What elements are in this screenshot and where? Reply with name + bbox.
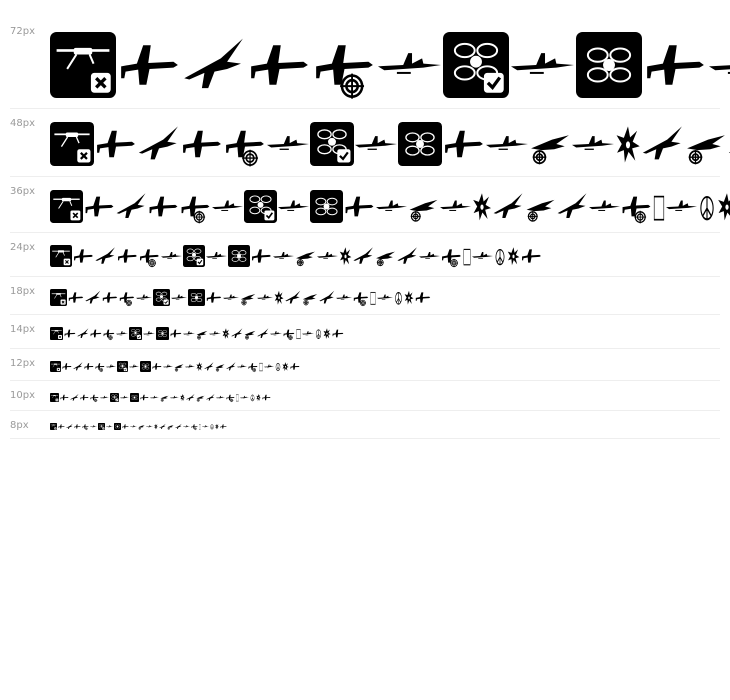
size-label: 48px <box>10 118 35 129</box>
global-hawk-icon <box>143 327 155 340</box>
reaper-drone-icon <box>344 190 375 223</box>
predator-drone-icon <box>183 32 246 98</box>
global-hawk-icon <box>237 361 247 372</box>
explosion-icon <box>507 245 520 267</box>
predator-drone-icon <box>285 289 301 306</box>
missing-glyph-icon <box>463 245 471 267</box>
missing-glyph-icon <box>370 289 376 306</box>
explosion-icon <box>615 122 641 166</box>
global-hawk-icon <box>212 190 243 223</box>
global-hawk-icon <box>106 361 116 372</box>
drone-target-icon <box>685 122 727 166</box>
quadcopter-icon <box>576 32 642 98</box>
global-hawk-icon <box>317 245 338 267</box>
reaper-target-icon <box>119 289 135 306</box>
glyph-strip <box>50 22 730 108</box>
size-row-24px <box>10 236 720 277</box>
size-row-14px <box>10 318 720 349</box>
global-hawk-icon <box>589 190 620 223</box>
size-label: 18px <box>10 286 35 297</box>
size-row-8px <box>10 414 720 439</box>
peace-icon <box>315 327 322 340</box>
global-hawk-icon <box>273 245 294 267</box>
predator-drone-icon <box>116 190 147 223</box>
explosion-icon <box>323 327 331 340</box>
reaper-drone-icon <box>68 289 84 306</box>
drone-target-icon <box>408 190 439 223</box>
quadcopter-x-icon <box>50 245 72 267</box>
quadcopter-icon <box>114 423 121 430</box>
global-hawk-icon <box>163 361 173 372</box>
missing-glyph-icon <box>259 361 263 372</box>
reaper-drone-icon <box>60 393 69 402</box>
missing-glyph-icon <box>236 393 239 402</box>
glyph-strip <box>50 414 730 438</box>
drone-target-icon <box>295 245 316 267</box>
drone-target-icon <box>240 289 256 306</box>
reaper-drone-icon <box>64 327 76 340</box>
quadcopter-icon <box>398 122 442 166</box>
drone-target-icon <box>138 423 145 430</box>
explosion-icon <box>222 327 230 340</box>
reaper-drone-icon <box>521 245 542 267</box>
drone-target-icon <box>167 423 174 430</box>
predator-drone-icon <box>557 190 588 223</box>
global-hawk-icon <box>100 393 109 402</box>
peace-icon <box>698 190 716 223</box>
glyph-strip <box>50 112 730 176</box>
quadcopter-check-icon <box>244 190 277 223</box>
size-row-18px <box>10 280 720 315</box>
size-label: 12px <box>10 358 35 369</box>
global-hawk-icon <box>170 393 179 402</box>
peace-icon <box>394 289 403 306</box>
global-hawk-icon <box>264 361 274 372</box>
size-label: 10px <box>10 390 35 401</box>
explosion-icon <box>196 361 203 372</box>
size-row-48px <box>10 112 720 177</box>
reaper-drone-icon <box>95 122 137 166</box>
reaper-drone-icon <box>58 423 65 430</box>
reaper-drone-icon <box>443 122 485 166</box>
global-hawk-icon <box>240 393 249 402</box>
global-hawk-icon <box>336 289 352 306</box>
global-hawk-icon <box>150 393 159 402</box>
quadcopter-x-icon <box>50 327 63 340</box>
predator-drone-icon <box>257 327 269 340</box>
global-hawk-icon <box>129 361 139 372</box>
quadcopter-check-icon <box>98 423 105 430</box>
size-row-12px <box>10 352 720 381</box>
reaper-target-icon <box>82 423 89 430</box>
global-hawk-icon <box>666 190 697 223</box>
reaper-drone-icon <box>118 32 181 98</box>
quadcopter-x-icon <box>50 393 59 402</box>
quadcopter-x-icon <box>50 423 57 430</box>
glyph-strip <box>50 236 730 276</box>
drone-target-icon <box>525 190 556 223</box>
quadcopter-icon <box>140 361 151 372</box>
size-row-36px <box>10 180 720 233</box>
global-hawk-icon <box>146 423 153 430</box>
quadcopter-icon <box>156 327 169 340</box>
quadcopter-check-icon <box>129 327 142 340</box>
reaper-target-icon <box>441 245 462 267</box>
quadcopter-x-icon <box>50 122 94 166</box>
quadcopter-check-icon <box>183 245 205 267</box>
explosion-icon <box>717 190 730 223</box>
drone-target-icon <box>529 122 571 166</box>
quadcopter-x-icon <box>50 190 83 223</box>
reaper-target-icon <box>621 190 652 223</box>
reaper-target-icon <box>139 245 160 267</box>
size-row-10px <box>10 384 720 411</box>
global-hawk-icon <box>572 122 614 166</box>
predator-drone-icon <box>226 361 236 372</box>
reaper-drone-icon <box>117 245 138 267</box>
reaper-drone-icon <box>206 289 222 306</box>
reaper-target-icon <box>283 327 295 340</box>
reaper-drone-icon <box>644 32 707 98</box>
global-hawk-icon <box>209 327 221 340</box>
predator-drone-icon <box>95 245 116 267</box>
quadcopter-x-icon <box>50 289 67 306</box>
predator-drone-icon <box>204 361 214 372</box>
reaper-drone-icon <box>148 190 179 223</box>
peace-icon <box>275 361 281 372</box>
quadcopter-icon <box>310 190 343 223</box>
predator-drone-icon <box>159 423 166 430</box>
size-row-72px <box>10 22 720 109</box>
global-hawk-icon <box>511 32 574 98</box>
predator-drone-icon <box>319 289 335 306</box>
reaper-target-icon <box>95 361 105 372</box>
quadcopter-check-icon <box>117 361 128 372</box>
reaper-target-icon <box>180 190 211 223</box>
drone-target-icon <box>244 327 256 340</box>
quadcopter-check-icon <box>443 32 509 98</box>
predator-drone-icon <box>73 361 83 372</box>
global-hawk-icon <box>130 423 137 430</box>
glyph-strip <box>50 280 730 314</box>
global-hawk-icon <box>278 190 309 223</box>
global-hawk-icon <box>472 245 493 267</box>
glyph-strip <box>50 384 730 410</box>
reaper-drone-icon <box>290 361 300 372</box>
reaper-drone-icon <box>84 190 115 223</box>
reaper-drone-icon <box>122 423 129 430</box>
predator-drone-icon <box>642 122 684 166</box>
explosion-icon <box>154 423 158 430</box>
peace-icon <box>210 423 214 430</box>
global-hawk-icon <box>206 245 227 267</box>
global-hawk-icon <box>202 423 209 430</box>
reaper-drone-icon <box>90 327 102 340</box>
reaper-drone-icon <box>332 327 344 340</box>
drone-target-icon <box>375 245 396 267</box>
global-hawk-icon <box>257 289 273 306</box>
reaper-drone-icon <box>84 361 94 372</box>
explosion-icon <box>215 423 219 430</box>
predator-drone-icon <box>186 393 195 402</box>
predator-drone-icon <box>77 327 89 340</box>
predator-drone-icon <box>66 423 73 430</box>
quadcopter-check-icon <box>153 289 170 306</box>
explosion-icon <box>256 393 261 402</box>
reaper-drone-icon <box>152 361 162 372</box>
quadcopter-check-icon <box>110 393 119 402</box>
drone-target-icon <box>174 361 184 372</box>
global-hawk-icon <box>376 190 407 223</box>
global-hawk-icon <box>183 423 190 430</box>
explosion-icon <box>282 361 289 372</box>
global-hawk-icon <box>120 393 129 402</box>
reaper-drone-icon <box>181 122 223 166</box>
size-label: 14px <box>10 324 35 335</box>
reaper-target-icon <box>226 393 235 402</box>
size-label: 72px <box>10 26 35 37</box>
predator-drone-icon <box>70 393 79 402</box>
reaper-target-icon <box>248 361 258 372</box>
reaper-drone-icon <box>102 289 118 306</box>
explosion-icon <box>404 289 414 306</box>
predator-drone-icon <box>493 190 524 223</box>
global-hawk-icon <box>116 327 128 340</box>
global-hawk-icon <box>419 245 440 267</box>
reaper-target-icon <box>353 289 369 306</box>
reaper-drone-icon <box>80 393 89 402</box>
explosion-icon <box>339 245 352 267</box>
predator-drone-icon <box>353 245 374 267</box>
reaper-drone-icon <box>74 423 81 430</box>
reaper-drone-icon <box>251 245 272 267</box>
global-hawk-icon <box>270 327 282 340</box>
reaper-drone-icon <box>140 393 149 402</box>
global-hawk-icon <box>136 289 152 306</box>
reaper-drone-icon <box>248 32 311 98</box>
reaper-drone-icon <box>170 327 182 340</box>
missing-glyph-icon <box>199 423 201 430</box>
drone-target-icon <box>160 393 169 402</box>
global-hawk-icon <box>161 245 182 267</box>
explosion-icon <box>274 289 284 306</box>
global-hawk-icon <box>377 289 393 306</box>
reaper-drone-icon <box>415 289 431 306</box>
global-hawk-icon <box>90 423 97 430</box>
global-hawk-icon <box>355 122 397 166</box>
glyph-strip <box>50 318 730 348</box>
drone-target-icon <box>196 327 208 340</box>
reaper-drone-icon <box>220 423 227 430</box>
global-hawk-icon <box>486 122 528 166</box>
reaper-target-icon <box>224 122 266 166</box>
reaper-drone-icon <box>62 361 72 372</box>
predator-drone-icon <box>138 122 180 166</box>
size-label: 8px <box>10 420 29 431</box>
predator-drone-icon <box>85 289 101 306</box>
explosion-icon <box>180 393 185 402</box>
predator-drone-icon <box>175 423 182 430</box>
global-hawk-icon <box>216 393 225 402</box>
reaper-target-icon <box>90 393 99 402</box>
global-hawk-icon <box>302 327 314 340</box>
peace-icon <box>494 245 506 267</box>
global-hawk-icon <box>267 122 309 166</box>
quadcopter-check-icon <box>310 122 354 166</box>
missing-glyph-icon <box>296 327 301 340</box>
global-hawk-icon <box>171 289 187 306</box>
drone-target-icon <box>215 361 225 372</box>
predator-drone-icon <box>397 245 418 267</box>
missing-glyph-icon <box>653 190 665 223</box>
global-hawk-icon <box>709 32 730 98</box>
global-hawk-icon <box>183 327 195 340</box>
global-hawk-icon <box>440 190 471 223</box>
quadcopter-x-icon <box>50 32 116 98</box>
predator-drone-icon <box>231 327 243 340</box>
global-hawk-icon <box>378 32 441 98</box>
global-hawk-icon <box>223 289 239 306</box>
reaper-target-icon <box>313 32 376 98</box>
size-label: 24px <box>10 242 35 253</box>
predator-drone-icon <box>206 393 215 402</box>
drone-target-icon <box>302 289 318 306</box>
global-hawk-icon <box>106 423 113 430</box>
drone-target-icon <box>196 393 205 402</box>
peace-icon <box>250 393 255 402</box>
quadcopter-x-icon <box>50 361 61 372</box>
reaper-target-icon <box>191 423 198 430</box>
quadcopter-icon <box>188 289 205 306</box>
global-hawk-icon <box>185 361 195 372</box>
glyph-strip <box>50 180 730 232</box>
reaper-target-icon <box>103 327 115 340</box>
reaper-drone-icon <box>73 245 94 267</box>
quadcopter-icon <box>228 245 250 267</box>
quadcopter-icon <box>130 393 139 402</box>
size-label: 36px <box>10 186 35 197</box>
glyph-strip <box>50 352 730 380</box>
reaper-drone-icon <box>262 393 271 402</box>
explosion-icon <box>472 190 492 223</box>
